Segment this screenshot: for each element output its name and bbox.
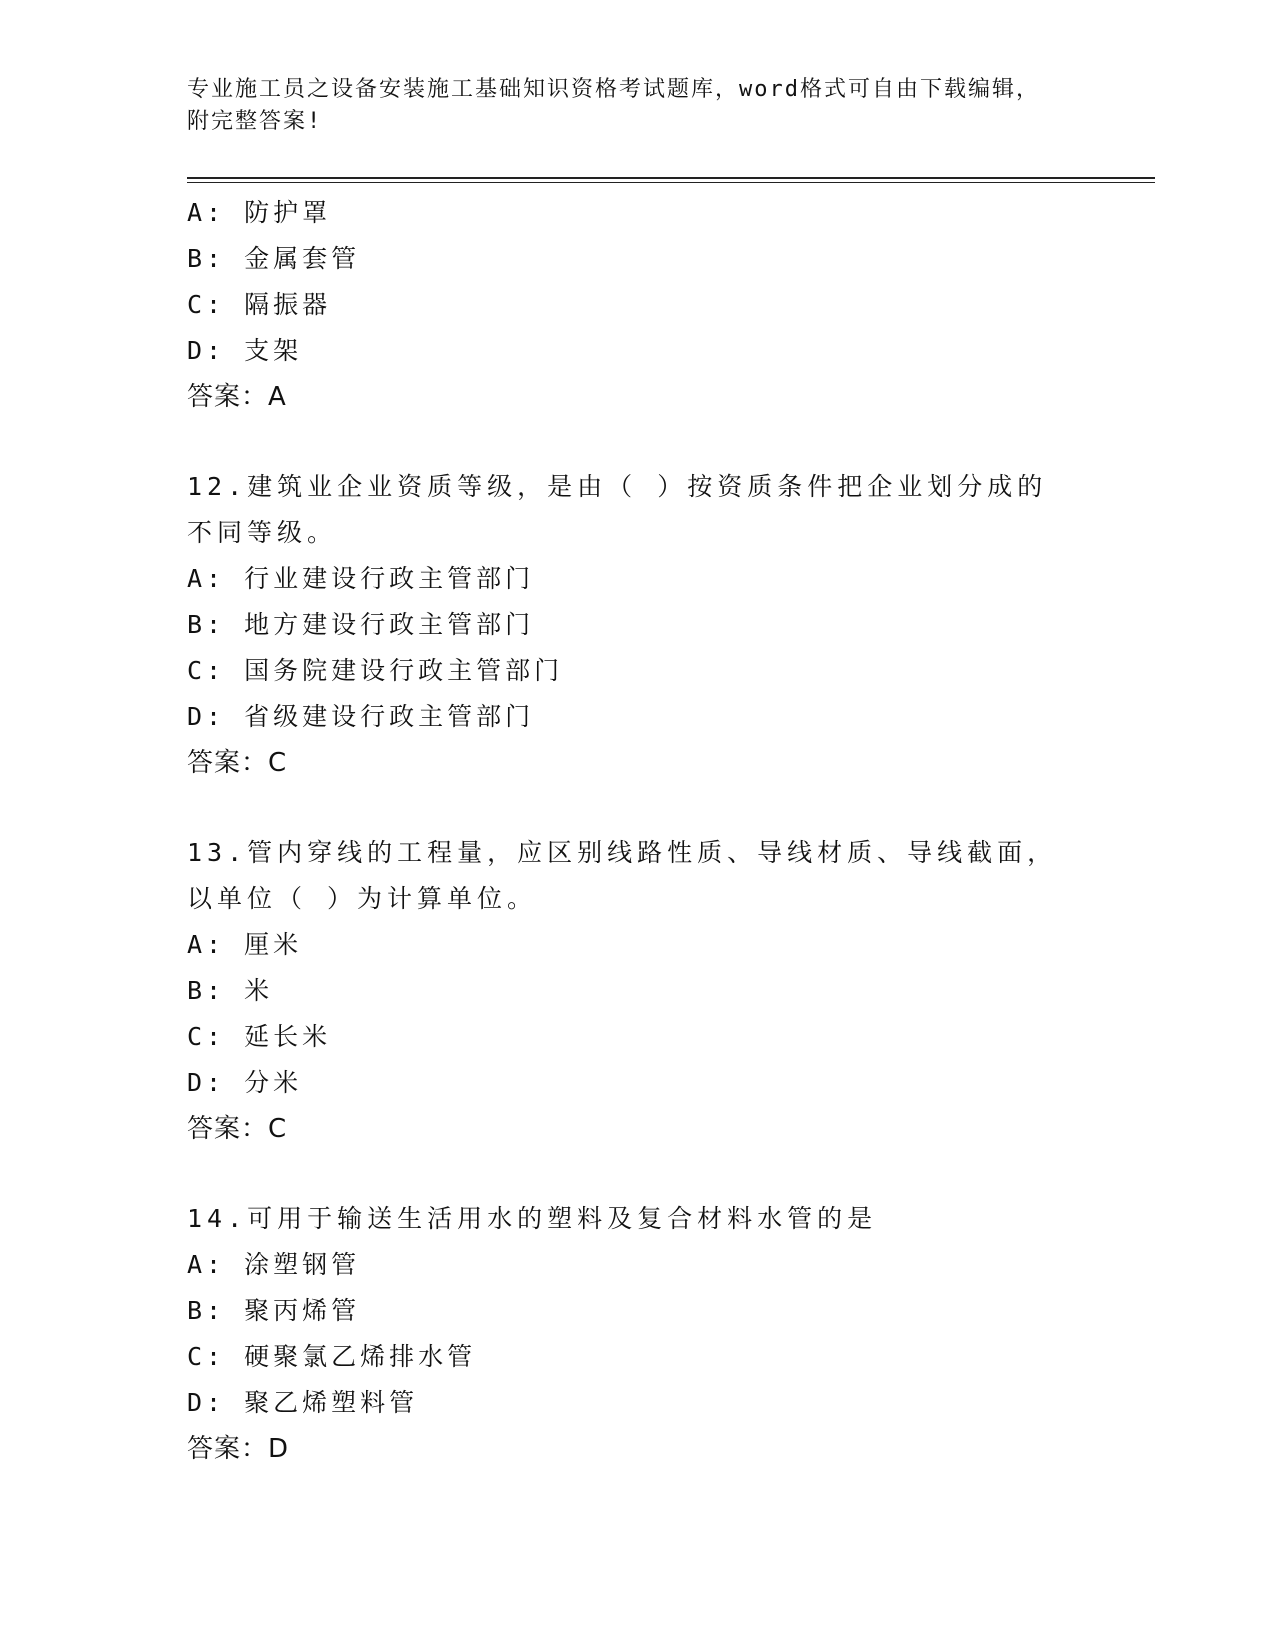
question-stem: 13.管内穿线的工程量，应区别线路性质、导线材质、导线截面，以单位（ ）为计算单位。	[187, 838, 1058, 913]
option-a: A: 行业建设行政主管部门	[187, 564, 535, 593]
document-header	[187, 74, 1087, 138]
header-divider-thick	[187, 177, 1155, 179]
header-line-1: 专业施工员之设备安装施工基础知识资格考试题库，word格式可自由下载编辑，	[187, 77, 1040, 102]
option-c: C: 延长米	[187, 1022, 332, 1051]
question-block-12	[187, 464, 1107, 786]
option-c: C: 国务院建设行政主管部门	[187, 656, 564, 685]
option-b: B: 聚丙烯管	[187, 1296, 361, 1325]
option-c: C: 硬聚氯乙烯排水管	[187, 1342, 477, 1371]
header-divider-thin	[187, 182, 1155, 183]
option-d: D: 分米	[187, 1068, 303, 1097]
header-line-2: 附完整答案!	[187, 109, 323, 134]
option-b: B: 金属套管	[187, 244, 361, 273]
question-block-14	[187, 1196, 1107, 1472]
question-block-11	[187, 190, 1107, 420]
spacer	[187, 786, 1107, 830]
option-b: B: 米	[187, 976, 274, 1005]
question-stem: 14.可用于输送生活用水的塑料及复合材料水管的是	[187, 1204, 878, 1233]
option-d: D: 聚乙烯塑料管	[187, 1388, 419, 1417]
answer-line: 答案：A	[187, 382, 287, 412]
answer-line: 答案：D	[187, 1434, 290, 1464]
option-a: A: 厘米	[187, 930, 303, 959]
spacer	[187, 420, 1107, 464]
option-d: D: 支架	[187, 336, 303, 365]
answer-line: 答案：C	[187, 748, 288, 778]
option-d: D: 省级建设行政主管部门	[187, 702, 535, 731]
option-a: A: 防护罩	[187, 198, 332, 227]
question-stem: 12.建筑业企业资质等级，是由（ ）按资质条件把企业划分成的不同等级。	[187, 472, 1048, 547]
question-block-13	[187, 830, 1107, 1152]
question-list	[187, 190, 1107, 1472]
option-a: A: 涂塑钢管	[187, 1250, 361, 1279]
spacer	[187, 1152, 1107, 1196]
option-c: C: 隔振器	[187, 290, 332, 319]
option-b: B: 地方建设行政主管部门	[187, 610, 535, 639]
answer-line: 答案：C	[187, 1114, 288, 1144]
